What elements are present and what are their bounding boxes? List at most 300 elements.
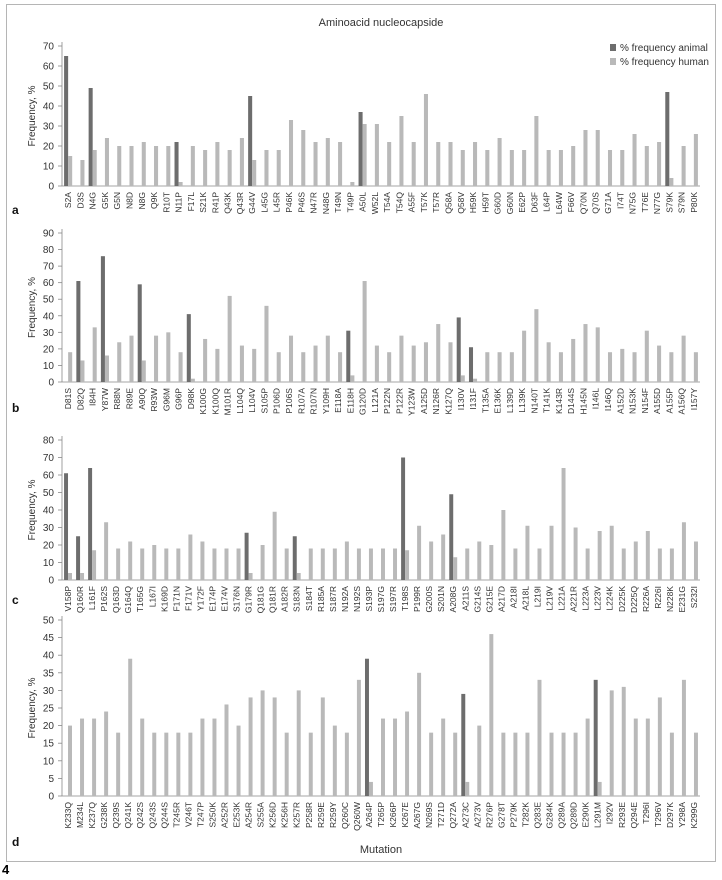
- panel-d-bar-human: [550, 733, 554, 796]
- panel-a-x-tick-label: A55F: [406, 192, 417, 213]
- panel-d-y-tick-label: 5: [48, 773, 54, 785]
- panel-a-bar-animal: [175, 142, 179, 186]
- panel-c-x-tick-label: S176N: [231, 586, 242, 612]
- panel-b-bar-human: [694, 352, 698, 382]
- panel-a-bar-human: [289, 120, 293, 186]
- panel-c-y-tick-label: 50: [42, 488, 54, 499]
- panel-d-x-tick-label: T271D: [436, 802, 447, 828]
- panel-c-y-tick-label: 70: [42, 453, 54, 464]
- panel-c-bar-human: [586, 549, 590, 581]
- panel-c-bar-human: [465, 549, 469, 581]
- legend-swatch-animal: [610, 44, 616, 51]
- panel-b-x-tick-label: E136K: [492, 388, 503, 414]
- panel-d-bar-human: [477, 726, 481, 796]
- panel-a-bar-human: [314, 142, 318, 186]
- panel-a-bar-human: [301, 130, 305, 186]
- panel-a-x-tick-label: S21K: [198, 192, 209, 213]
- panel-a-bar-human: [448, 142, 452, 186]
- panel-c-x-tick-label: A221R: [568, 586, 579, 612]
- panel-c-x-tick-label: F171V: [183, 586, 194, 612]
- panel-c-bar-animal: [293, 536, 297, 580]
- panel-d-x-tick-label: T282K: [520, 802, 531, 828]
- panel-a-x-tick-label: D63F: [529, 192, 540, 213]
- panel-b-bar-human: [682, 336, 686, 382]
- panel-a-bar-human: [559, 150, 563, 186]
- panel-d-bar-human: [176, 733, 180, 796]
- panel-d-bar-human: [200, 719, 204, 796]
- panel-d-bar-human: [164, 733, 168, 796]
- panel-a-x-tick-label: N75G: [627, 192, 638, 215]
- panel-d-x-tick-label: Q260W: [351, 802, 362, 831]
- panel-d-bar-human: [273, 697, 277, 796]
- panel-b-bar-human: [547, 342, 551, 382]
- panel-c-x-tick-label: S193P: [363, 586, 374, 612]
- panel-c-x-tick-label: A211S: [460, 586, 471, 611]
- panel-b-y-tick-label: 30: [42, 327, 54, 339]
- panel-a-bar-human: [166, 146, 170, 186]
- panel-d-bar-human: [261, 690, 265, 796]
- panel-d-bar-human: [116, 733, 120, 796]
- panel-c-bar-human: [670, 549, 674, 581]
- panel-d-y-tick-label: 25: [42, 703, 54, 715]
- panel-b-x-tick-label: N154F: [639, 388, 650, 414]
- panel-b-x-tick-label: P122R: [394, 388, 405, 414]
- panel-a-x-tick-label: S2A: [63, 192, 74, 209]
- panel-d-bar-human: [453, 733, 457, 796]
- panel-c-x-tick-label: S201N: [436, 586, 447, 612]
- panel-b-bar-human: [314, 346, 318, 382]
- panel-b-x-tick-label: L139K: [517, 388, 528, 413]
- panel-c-bar-human: [537, 549, 541, 581]
- panel-a-bar-human: [68, 156, 72, 186]
- panel-c-bar-human: [309, 549, 313, 581]
- panel-c-bar-human: [200, 542, 204, 581]
- panel-a-y-tick-label: 50: [42, 81, 54, 93]
- panel-b-x-tick-label: G96M: [161, 388, 172, 412]
- panel-d-bar-human: [92, 719, 96, 796]
- panel-a-bar-human: [142, 142, 146, 186]
- panel-a-bar-human: [105, 138, 109, 186]
- panel-a-x-tick-label: I74T: [615, 192, 626, 210]
- panel-c-x-tick-label: T198S: [400, 586, 411, 612]
- panel-d-x-tick-label: K256H: [279, 802, 290, 828]
- panel-b-y-tick-label: 10: [42, 360, 54, 372]
- panel-a-x-tick-label: N8G: [136, 192, 147, 210]
- panel-d-x-tick-label: E253K: [231, 802, 242, 828]
- panel-c-x-tick-label: L219I: [532, 586, 543, 608]
- panel-d-bar-human: [249, 697, 253, 796]
- panel-c-bar-human: [345, 542, 349, 581]
- panel-c-x-tick-label: G164Q: [123, 586, 134, 614]
- panel-c-label: c: [12, 593, 19, 607]
- panel-b-x-tick-label: S105P: [259, 388, 270, 414]
- panel-d-bar-human: [357, 680, 361, 796]
- panel-d-y-tick-label: 45: [42, 633, 54, 645]
- panel-a-bar-animal: [359, 112, 363, 186]
- panel-d-bar-human: [104, 712, 108, 796]
- legend-swatch-human: [610, 58, 616, 65]
- panel-d-bar-human: [225, 704, 229, 796]
- panel-a-x-tick-label: T57K: [418, 192, 429, 213]
- panel-c-bar-human: [357, 549, 361, 581]
- panel-c-x-tick-label: G215E: [484, 586, 495, 613]
- panel-c-x-tick-label: L223V: [592, 586, 603, 611]
- panel-b-x-tick-label: R107A: [296, 388, 307, 414]
- panel-d-bar-human: [610, 690, 614, 796]
- panel-a-x-tick-label: W52L: [369, 192, 380, 215]
- panel-b-x-tick-label: K100Q: [210, 388, 221, 415]
- panel-a-x-tick-label: T76E: [639, 192, 650, 213]
- panel-a-bar-human: [228, 150, 232, 186]
- panel-b-bar-human: [215, 349, 219, 382]
- panel-b-x-tick-label: K127Q: [443, 388, 454, 415]
- panel-c-x-tick-label: P162S: [99, 586, 110, 612]
- panel-d-x-tick-label: K233Q: [63, 802, 74, 829]
- panel-b-x-tick-label: A155P: [664, 388, 675, 414]
- panel-a-x-tick-label: T49P: [345, 192, 356, 213]
- panel-b-x-tick-label: N153K: [627, 388, 638, 414]
- panel-c-bar-human: [152, 545, 156, 580]
- panel-d-x-tick-label: Q244S: [159, 802, 170, 829]
- panel-c-y-tick-label: 30: [42, 523, 54, 534]
- panel-a-x-tick-label: Q58A: [443, 192, 454, 214]
- panel-d-bar-human: [405, 712, 409, 796]
- panel-c-bar-human: [562, 468, 566, 580]
- panel-a-bar-human: [129, 146, 133, 186]
- panel-c-bar-human: [261, 545, 265, 580]
- panel-a-bar-human: [350, 182, 354, 186]
- panel-b-y-tick-label: 80: [42, 245, 54, 257]
- panel-d-x-tick-label: Q289D: [568, 802, 579, 829]
- panel-b-x-tick-label: L104Q: [234, 388, 245, 414]
- panel-b-bar-human: [596, 327, 600, 382]
- panel-d-y-tick-label: 30: [42, 685, 54, 697]
- panel-d-x-tick-label: L291M: [592, 802, 603, 828]
- panel-d-bar-human: [128, 659, 132, 796]
- panel-d-x-tick-label: R293E: [616, 802, 627, 828]
- panel-b-x-tick-label: I84H: [87, 388, 98, 406]
- panel-b-x-tick-label: K100G: [198, 388, 209, 415]
- panel-b-bar-animal: [457, 317, 461, 382]
- panel-c-bar-human: [622, 549, 626, 581]
- panel-b-x-tick-label: T141K: [541, 388, 552, 414]
- panel-b-x-tick-label: Y109H: [320, 388, 331, 414]
- panel-c-bar-human: [128, 542, 132, 581]
- panel-a-x-tick-label: Q70N: [578, 192, 589, 215]
- panel-d-bar-human: [429, 733, 433, 796]
- panel-c-bar-human: [513, 549, 517, 581]
- panel-b-x-tick-label: I146L: [590, 388, 601, 410]
- panel-b-bar-animal: [469, 347, 473, 382]
- panel-c-bar-human: [68, 573, 72, 580]
- panel-c-x-tick-label: N192A: [339, 586, 350, 612]
- panel-d-bar-human: [212, 719, 216, 796]
- panel-c-bar-human: [237, 549, 241, 581]
- panel-c-bar-human: [188, 535, 192, 581]
- panel-d-bar-human: [525, 733, 529, 796]
- panel-d-x-tick-label: T245R: [171, 802, 182, 828]
- panel-c-bar-human: [417, 526, 421, 580]
- panel-b-bar-human: [179, 352, 183, 382]
- panel-d-bar-human: [237, 726, 241, 796]
- panel-d-bar-human: [598, 782, 602, 796]
- panel-c-x-tick-label: Q181R: [267, 586, 278, 613]
- panel-a-bar-human: [338, 142, 342, 186]
- panel-c-bar-human: [321, 549, 325, 581]
- panel-a-bar-human: [154, 146, 158, 186]
- panel-b-x-tick-label: M101R: [222, 388, 233, 416]
- panel-c-bar-human: [694, 542, 698, 581]
- panel-b-x-tick-label: D82Q: [75, 388, 86, 411]
- panel-d-bar-human: [393, 719, 397, 796]
- panel-d-x-tick-label: G238K: [99, 802, 110, 829]
- panel-b-y-tick-label: 0: [48, 377, 54, 389]
- panel-b-bar-human: [326, 336, 330, 382]
- panel-b-bar-human: [424, 342, 428, 382]
- panel-c-bar-human: [477, 542, 481, 581]
- panel-c-bar-human: [393, 549, 397, 581]
- panel-c-x-tick-label: Q181G: [255, 586, 266, 614]
- panel-d-x-tick-label: G278T: [496, 802, 507, 828]
- panel-b-x-tick-label: Y123W: [406, 388, 417, 416]
- panel-c-x-tick-label: S232I: [688, 586, 699, 609]
- panel-a-bar-human: [657, 142, 661, 186]
- panel-a-x-tick-label: Q43R: [234, 192, 245, 215]
- panel-a-bar-human: [682, 146, 686, 186]
- panel-c-y-axis-label: Frequency, %: [27, 479, 38, 541]
- panel-d-x-tick-label: K257R: [291, 802, 302, 828]
- panel-b-bar-human: [608, 352, 612, 382]
- panel-a-x-tick-label: R10T: [161, 192, 172, 213]
- panel-a-x-tick-label: N48G: [320, 192, 331, 215]
- panel-a-bar-human: [571, 146, 575, 186]
- panel-c-bar-human: [682, 522, 686, 580]
- panel-c-bar-human: [489, 545, 493, 580]
- panel-d-bar-human: [634, 719, 638, 796]
- panel-a-y-tick-label: 30: [42, 121, 54, 133]
- panel-a-x-tick-label: G60N: [504, 192, 515, 215]
- panel-b-bar-human: [534, 309, 538, 382]
- panel-c-x-tick-label: S183N: [291, 586, 302, 612]
- panel-a-bar-human: [522, 150, 526, 186]
- panel-b-bar-human: [277, 352, 281, 382]
- panel-b-x-tick-label: A156Q: [676, 388, 687, 415]
- panel-b-x-tick-label: K143R: [553, 388, 564, 414]
- panel-a-bar-human: [534, 116, 538, 186]
- panel-d-bar-human: [489, 634, 493, 796]
- panel-b-x-tick-label: D144S: [566, 388, 577, 414]
- panel-d-bar-animal: [594, 680, 598, 796]
- panel-c-x-tick-label: L223A: [580, 586, 591, 611]
- panel-a-bar-human: [375, 124, 379, 186]
- panel-a-x-tick-label: F17L: [185, 192, 196, 212]
- panel-a-x-tick-label: D3S: [75, 192, 86, 209]
- panel-b-bar-human: [240, 346, 244, 382]
- panel-b-x-tick-label: I130V: [455, 388, 466, 411]
- panel-d-x-tick-label: P258R: [303, 802, 314, 828]
- panel-b-bar-animal: [138, 284, 142, 382]
- panel-c-x-tick-label: R185A: [315, 586, 326, 612]
- panel-d-x-tick-label: R276P: [484, 802, 495, 828]
- panel-d-bar-animal: [461, 694, 465, 796]
- panel-b-x-tick-label: G120D: [357, 388, 368, 415]
- panel-a-bar-animal: [248, 96, 252, 186]
- panel-c-x-tick-label: G200S: [424, 586, 435, 613]
- panel-c-y-tick-label: 20: [42, 540, 54, 552]
- panel-a-x-tick-label: F66V: [566, 192, 577, 213]
- panel-b-bar-human: [387, 352, 391, 382]
- panel-d-bar-human: [417, 673, 421, 796]
- chart-title: Aminoacid nucleocapside: [318, 17, 444, 29]
- panel-c-x-tick-label: Q163D: [111, 586, 122, 613]
- panel-c-x-tick-label: G179R: [243, 586, 254, 613]
- panel-b-bar-human: [633, 352, 637, 382]
- panel-a-bar-animal: [89, 88, 93, 186]
- panel-d-x-tick-label: A273C: [460, 802, 471, 828]
- panel-b-x-tick-label: A152D: [615, 388, 626, 414]
- panel-d-x-tick-label: Q241K: [123, 802, 134, 829]
- panel-c-bar-human: [574, 528, 578, 581]
- panel-b-x-tick-label: P106D: [271, 388, 282, 414]
- panel-a-bar-human: [215, 142, 219, 186]
- panel-d-x-tick-label: Q242S: [135, 802, 146, 829]
- panel-a-bar-human: [669, 178, 673, 186]
- panel-d-x-tick-label: Q289A: [556, 802, 567, 829]
- panel-d-bar-human: [682, 680, 686, 796]
- panel-b-bar-human: [105, 356, 109, 382]
- panel-c-bar-human: [92, 550, 96, 580]
- panel-c-x-tick-label: N228K: [664, 586, 675, 612]
- panel-a-x-tick-label: L64W: [553, 192, 564, 215]
- panel-a-bar-human: [399, 116, 403, 186]
- panel-b-bar-human: [80, 360, 84, 382]
- panel-a-x-tick-label: Q43K: [222, 192, 233, 214]
- panel-a-y-tick-label: 70: [42, 41, 54, 53]
- panel-d-x-tick-label: N269S: [424, 802, 435, 828]
- panel-a-x-tick-label: T49N: [333, 192, 344, 213]
- panel-d-label: d: [12, 835, 20, 849]
- panel-d-y-tick-label: 35: [42, 668, 54, 680]
- panel-b-bar-human: [583, 324, 587, 382]
- panel-c-x-tick-label: E174V: [219, 586, 230, 612]
- panel-c-x-tick-label: A208G: [448, 586, 459, 613]
- panel-d-x-tick-label: S255A: [255, 802, 266, 828]
- panel-c-bar-human: [140, 549, 144, 581]
- panel-a-x-tick-label: E62P: [517, 192, 528, 213]
- panel-b-x-tick-label: R107N: [308, 388, 319, 415]
- panel-b-y-tick-label: 90: [42, 228, 54, 240]
- panel-d-x-tick-label: A254R: [243, 802, 254, 828]
- panel-a-x-tick-label: N4G: [87, 192, 98, 210]
- panel-a-x-tick-label: N77G: [652, 192, 663, 215]
- panel-b-x-tick-label: R88N: [112, 388, 123, 410]
- panel-d-bar-human: [574, 733, 578, 796]
- panel-d-bar-human: [309, 733, 313, 796]
- panel-a-bar-human: [583, 130, 587, 186]
- panel-b-bar-animal: [346, 331, 350, 382]
- panel-b-bar-human: [117, 342, 121, 382]
- panel-d-x-tick-label: M234L: [75, 802, 86, 828]
- panel-b-bar-human: [510, 352, 514, 382]
- panel-c-bar-human: [225, 549, 229, 581]
- panel-a-x-tick-label: T54Q: [394, 192, 405, 214]
- panel-a-bar-animal: [64, 56, 68, 186]
- panel-c-x-tick-label: L167I: [147, 586, 158, 608]
- panel-c-y-tick-label: 40: [42, 505, 54, 517]
- panel-b-bar-human: [461, 375, 465, 382]
- panel-a-y-tick-label: 40: [42, 101, 54, 113]
- panel-c-bar-human: [249, 573, 253, 580]
- panel-c-bar-human: [116, 549, 120, 581]
- panel-c-bar-human: [369, 549, 373, 581]
- panel-d-y-tick-label: 40: [42, 650, 54, 662]
- panel-a-bar-human: [694, 134, 698, 186]
- panel-c-x-tick-label: A218L: [520, 586, 531, 611]
- panel-c-x-tick-label: F171N: [171, 586, 182, 612]
- panel-b-x-tick-label: N126R: [431, 388, 442, 415]
- panel-c-bar-human: [453, 557, 457, 580]
- panel-a-bar-human: [117, 146, 121, 186]
- panel-a-x-tick-label: G5K: [99, 192, 110, 210]
- panel-d-x-tick-label: D297K: [664, 802, 675, 828]
- panel-c-x-tick-label: S184T: [303, 586, 314, 612]
- panel-a-x-tick-label: L45G: [259, 192, 270, 213]
- panel-b-x-tick-label: G96P: [173, 388, 184, 410]
- panel-a-bar-animal: [665, 92, 669, 186]
- panel-b-bar-animal: [76, 281, 80, 382]
- panel-d-x-tick-label: G284K: [544, 802, 555, 829]
- panel-d-x-tick-label: T265P: [376, 802, 386, 828]
- panel-d-y-tick-label: 0: [48, 791, 54, 803]
- panel-a-x-tick-label: S79N: [676, 192, 687, 214]
- panel-b-bar-human: [399, 336, 403, 382]
- panel-a-y-axis-label: Frequency, %: [27, 85, 38, 147]
- panel-c-x-tick-label: E231G: [676, 586, 687, 613]
- panel-c-bar-human: [441, 535, 445, 581]
- panel-d-x-tick-label: A273V: [472, 802, 483, 828]
- panel-b-bar-human: [289, 336, 293, 382]
- panel-d-bar-human: [297, 690, 301, 796]
- panel-a-bar-human: [633, 134, 637, 186]
- panel-c-x-tick-label: L219V: [544, 586, 555, 611]
- panel-b-bar-human: [264, 306, 268, 382]
- panel-a-x-tick-label: Q58V: [455, 192, 466, 214]
- panel-c-bar-animal: [245, 533, 249, 580]
- panel-b-x-tick-label: I157Y: [688, 388, 699, 411]
- panel-b-x-tick-label: A125D: [418, 388, 429, 414]
- panel-a-x-tick-label: G71A: [602, 192, 613, 214]
- x-axis-label: Mutation: [359, 844, 403, 856]
- panel-d-bar-human: [68, 726, 72, 796]
- panel-c-x-tick-label: G214S: [472, 586, 483, 613]
- panel-b-bar-human: [129, 336, 133, 382]
- panel-a-bar-human: [473, 142, 477, 186]
- legend-label-animal: % frequency animal: [620, 43, 708, 54]
- panel-a-x-tick-label: P80K: [688, 192, 699, 213]
- panel-a-bar-human: [412, 142, 416, 186]
- panel-c-bar-human: [550, 526, 554, 580]
- panel-b-label: b: [12, 401, 20, 415]
- panel-a-bar-human: [203, 150, 207, 186]
- panel-c-bar-human: [646, 531, 650, 580]
- panel-d-bar-human: [537, 680, 541, 796]
- panel-b-x-tick-label: A155D: [652, 388, 663, 414]
- panel-b-x-tick-label: L139D: [504, 388, 515, 414]
- panel-b-x-tick-label: N140T: [529, 388, 540, 414]
- panel-d-bar-human: [622, 687, 626, 796]
- panel-a-x-tick-label: T57R: [431, 192, 442, 213]
- panel-b-bar-human: [485, 352, 489, 382]
